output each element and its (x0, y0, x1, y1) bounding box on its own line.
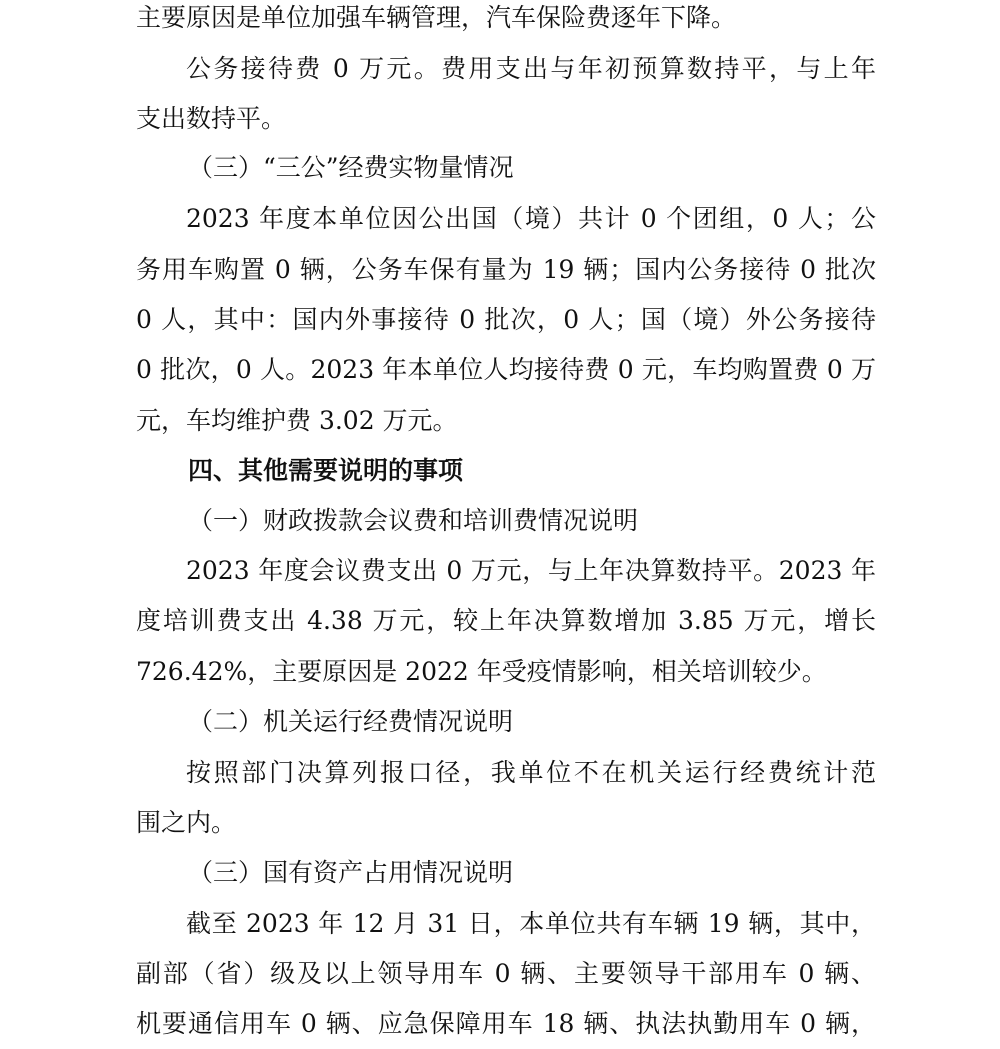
body-text-line: 务用车购置 0 辆，公务车保有量为 19 辆；国内公务接待 0 批次 (136, 255, 876, 284)
body-text-line: 度培训费支出 4.38 万元，较上年决算数增加 3.85 万元，增长 (136, 606, 876, 635)
paragraph-first-line: 2023 年度会议费支出 0 万元，与上年决算数持平。2023 年 (186, 556, 876, 585)
subsection-heading: （三）国有资产占用情况说明 (188, 858, 514, 887)
body-text-line: 0 批次，0 人。2023 年本单位人均接待费 0 元，车均购置费 0 万 (136, 355, 876, 384)
paragraph-first-line: 2023 年度本单位因公出国（境）共计 0 个团组，0 人；公 (186, 204, 876, 233)
body-text-line: 主要原因是单位加强车辆管理，汽车保险费逐年下降。 (136, 3, 737, 32)
paragraph-first-line: 截至 2023 年 12 月 31 日，本单位共有车辆 19 辆，其中， (186, 909, 876, 938)
paragraph-first-line: 按照部门决算列报口径，我单位不在机关运行经费统计范 (186, 758, 876, 787)
section-heading: 四、其他需要说明的事项 (188, 456, 464, 485)
body-text-line: 0 人，其中：国内外事接待 0 批次，0 人；国（境）外公务接待 (136, 305, 876, 334)
subsection-heading: （二）机关运行经费情况说明 (188, 707, 514, 736)
body-text-line: 机要通信用车 0 辆、应急保障用车 18 辆、执法执勤用车 0 辆， (136, 1009, 876, 1038)
body-text-line: 支出数持平。 (136, 104, 287, 133)
body-text-line: 围之内。 (136, 808, 237, 837)
body-text-line: 元，车均维护费 3.02 万元。 (136, 406, 458, 435)
paragraph-first-line: 公务接待费 0 万元。费用支出与年初预算数持平，与上年 (186, 54, 876, 83)
subsection-heading: （一）财政拨款会议费和培训费情况说明 (188, 506, 639, 535)
body-text-line: 副部（省）级及以上领导用车 0 辆、主要领导干部用车 0 辆、 (136, 959, 876, 988)
subsection-heading: （三）“三公”经费实物量情况 (188, 153, 514, 182)
body-text-line: 726.42%，主要原因是 2022 年受疫情影响，相关培训较少。 (136, 657, 827, 686)
